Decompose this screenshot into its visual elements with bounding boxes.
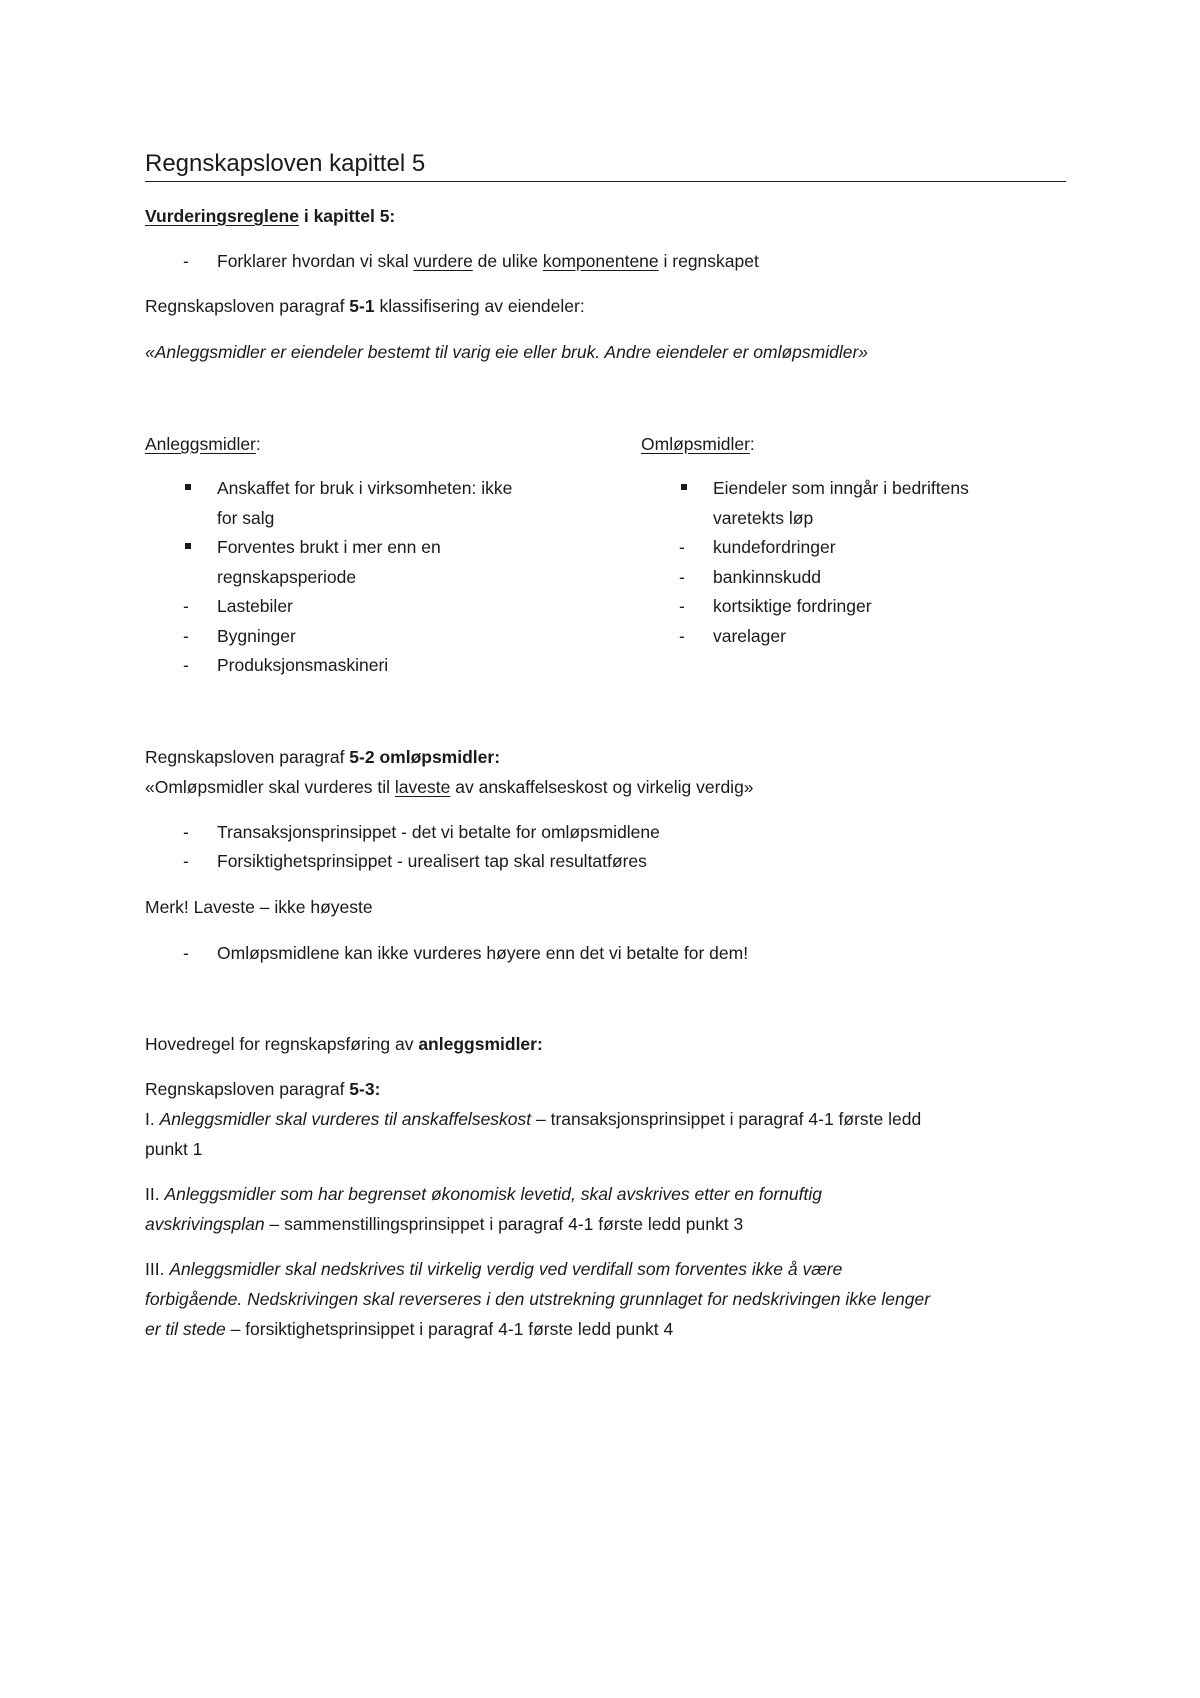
- p51-heading: [145, 293, 585, 319]
- p51-heading-a: Regnskapsloven paragraf: [145, 296, 350, 316]
- p53-rule-2: [145, 1181, 822, 1207]
- vurdering-text-b: de ulike: [472, 251, 543, 271]
- rule-1-num: I.: [145, 1109, 160, 1129]
- anleggsmidler-item: [183, 562, 563, 592]
- anleggsmidler-item: [183, 503, 563, 533]
- p52-item-1-text: Transaksjonsprinsippet - det vi betalte for omløpsmidlene: [217, 822, 660, 842]
- square-bullet-shape: [185, 484, 191, 490]
- omlopsmidler-item-text: Eiendeler som inngår i bedriftens: [713, 478, 969, 498]
- dash-marker: -: [183, 625, 189, 646]
- omlopsmidler-heading: [641, 431, 755, 457]
- dash-marker: -: [183, 655, 189, 675]
- dash-marker: -: [679, 625, 685, 646]
- vurdering-text-u1: vurdere: [413, 251, 473, 271]
- rule-2-italic-2: avskrivingsplan: [145, 1214, 265, 1234]
- anleggsmidler-item-text: Lastebiler: [217, 596, 293, 616]
- p52-quote-a: «Omløpsmidler skal vurderes til: [145, 777, 395, 797]
- p53-rule-3-line2: forbigående. Nedskrivingen skal reverseres i den utstrekning grunnlaget for nedskrivingen ikke lenger: [145, 1289, 931, 1309]
- merk-item-text: Omløpsmidlene kan ikke vurderes høyere enn det vi betalte for dem!: [217, 943, 749, 963]
- anleggsmidler-item-text: for salg: [217, 507, 275, 528]
- p53-rule-1: [145, 1106, 921, 1132]
- dash-marker: -: [183, 596, 189, 616]
- omlopsmidler-item-text: varetekts løp: [713, 507, 814, 528]
- anleggsmidler-item: [183, 650, 563, 680]
- dash-marker: -: [183, 943, 189, 963]
- omlopsmidler-item-text: varelager: [713, 625, 786, 646]
- vurdering-heading-underlined: Vurderingsreglene: [145, 206, 299, 226]
- omlopsmidler-item-text: bankinnskudd: [713, 566, 821, 587]
- rule-2-italic: Anleggsmidler som har begrenset økonomisk levetid, skal avskrives etter en fornuftig: [164, 1184, 822, 1204]
- dash-marker: -: [679, 537, 685, 557]
- dash-marker: -: [183, 822, 189, 842]
- p53-heading-b: 5-3:: [349, 1079, 381, 1099]
- anleggsmidler-heading: [145, 431, 261, 457]
- omlopsmidler-item: [679, 621, 1059, 651]
- vurdering-text-a: Forklarer hvordan vi skal: [217, 251, 414, 271]
- p52-quote-b: av anskaffelseskost og virkelig verdig»: [450, 777, 754, 797]
- vurdering-heading-rest: i kapittel 5:: [298, 206, 396, 226]
- p53-rule-1-line2: punkt 1: [145, 1139, 203, 1159]
- anleggsmidler-item: [183, 473, 563, 503]
- rule-3-italic: Anleggsmidler skal nedskrives til virkelig verdig ved verdifall som forventes ikke å være: [169, 1259, 843, 1279]
- rule-2-num: II.: [145, 1184, 165, 1204]
- vurdering-text-u2: komponentene: [542, 251, 659, 271]
- rule-3-num: III.: [145, 1259, 170, 1279]
- p51-heading-c: klassifisering av eiendeler:: [374, 296, 585, 316]
- anleggsmidler-heading-colon: :: [255, 434, 261, 454]
- p52-heading-b: 5-2 omløpsmidler:: [349, 747, 501, 767]
- anleggsmidler-item-text: Forventes brukt i mer enn en: [217, 537, 441, 557]
- p51-heading-b: 5-1: [349, 296, 375, 316]
- omlopsmidler-item-text: kundefordringer: [713, 537, 836, 557]
- p52-item-2: [185, 848, 647, 874]
- hovedregel-heading: [145, 1031, 543, 1057]
- anleggsmidler-item: [183, 621, 563, 651]
- p52-quote-u: laveste: [394, 777, 451, 797]
- p52-heading-a: Regnskapsloven paragraf: [145, 747, 350, 767]
- omlopsmidler-item: [679, 503, 1059, 533]
- omlopsmidler-heading-colon: :: [749, 434, 755, 454]
- rule-1-italic: Anleggsmidler skal vurderes til anskaffelseskost: [159, 1109, 532, 1129]
- hovedregel-b: anleggsmidler:: [418, 1034, 543, 1054]
- p52-quote: [145, 774, 754, 800]
- square-bullet-icon: [183, 532, 213, 562]
- merk-text: Merk! Laveste – ikke høyeste: [145, 897, 373, 917]
- p51-quote: «Anleggsmidler er eiendeler bestemt til varig eie eller bruk. Andre eiendeler er omløpsmidler»: [145, 342, 869, 362]
- dash-marker: -: [679, 566, 685, 587]
- square-bullet-icon: [679, 473, 709, 503]
- omlopsmidler-item-text: kortsiktige fordringer: [713, 596, 872, 616]
- merk-item: [185, 940, 748, 966]
- dash-marker: -: [183, 251, 189, 271]
- rule-3-rest: – forsiktighetsprinsippet i paragraf 4-1 første ledd punkt 4: [225, 1319, 674, 1339]
- anleggsmidler-item-text: Anskaffet for bruk i virksomheten: ikke: [217, 478, 513, 498]
- anleggsmidler-item-text: Produksjonsmaskineri: [217, 655, 389, 675]
- omlopsmidler-item: [679, 562, 1059, 592]
- anleggsmidler-item-text: Bygninger: [217, 625, 296, 646]
- p53-rule-3: [145, 1256, 842, 1282]
- vurdering-text-c: i regnskapet: [658, 251, 759, 271]
- square-bullet-icon: [183, 473, 213, 503]
- anleggsmidler-item: [183, 532, 563, 562]
- p53-rule-2-line2: [145, 1211, 743, 1237]
- square-bullet-shape: [185, 543, 191, 549]
- rule-2-rest: – sammenstillingsprinsippet i paragraf 4-1 første ledd punkt 3: [264, 1214, 744, 1234]
- dash-marker: -: [183, 851, 189, 871]
- p52-item-2-text: Forsiktighetsprinsippet - urealisert tap skal resultatføres: [217, 851, 647, 871]
- square-bullet-shape: [681, 484, 687, 490]
- vurdering-heading: [145, 203, 395, 229]
- anleggsmidler-item-text: regnskapsperiode: [217, 566, 357, 587]
- vurdering-bullet: [185, 248, 759, 274]
- rule-1-rest: – transaksjonsprinsippet i paragraf 4-1 første ledd: [531, 1109, 922, 1129]
- p53-rule-3-line3: [145, 1316, 673, 1342]
- p53-heading-a: Regnskapsloven paragraf: [145, 1079, 350, 1099]
- omlopsmidler-heading-text: Omløpsmidler: [641, 434, 750, 454]
- rule-3-italic-3: er til stede: [145, 1319, 226, 1339]
- p52-heading: [145, 744, 500, 770]
- anleggsmidler-item: [183, 591, 563, 621]
- dash-marker: -: [679, 596, 685, 616]
- page-title: Regnskapsloven kapittel 5: [145, 150, 1066, 182]
- hovedregel-a: Hovedregel for regnskapsføring av: [145, 1034, 419, 1054]
- omlopsmidler-item: [679, 473, 1059, 503]
- anleggsmidler-heading-text: Anleggsmidler: [145, 434, 256, 454]
- omlopsmidler-item: [679, 591, 1059, 621]
- p53-heading: [145, 1076, 380, 1102]
- p52-item-1: [185, 819, 660, 845]
- omlopsmidler-item: [679, 532, 1059, 562]
